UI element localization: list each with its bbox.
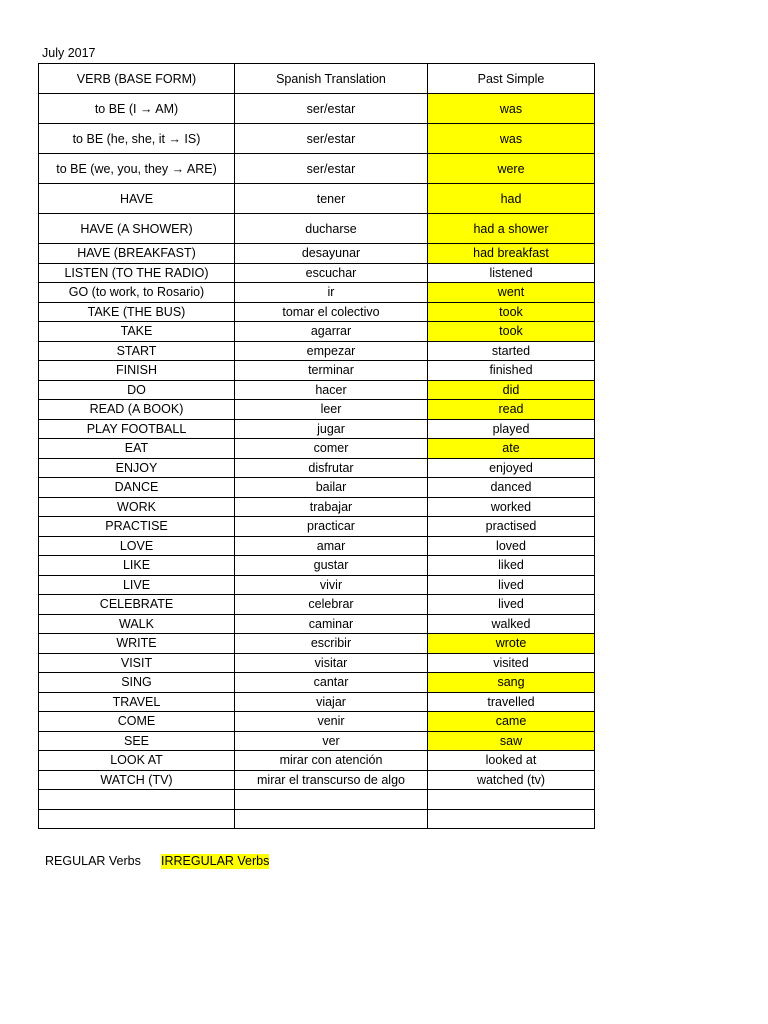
verb-cell: TRAVEL bbox=[39, 692, 235, 712]
verb-cell: PLAY FOOTBALL bbox=[39, 419, 235, 439]
table-row bbox=[39, 478, 595, 498]
table-row bbox=[39, 595, 595, 615]
past-simple-cell: did bbox=[428, 380, 595, 400]
past-simple-cell: walked bbox=[428, 614, 595, 634]
past-simple-cell: loved bbox=[428, 536, 595, 556]
table-row bbox=[39, 751, 595, 771]
verb-cell: TAKE bbox=[39, 322, 235, 342]
verb-cell: WATCH (TV) bbox=[39, 770, 235, 790]
table-row bbox=[39, 614, 595, 634]
past-simple-cell: were bbox=[428, 154, 595, 184]
table-row bbox=[39, 184, 595, 214]
spanish-cell: comer bbox=[235, 439, 428, 459]
verb-cell: CELEBRATE bbox=[39, 595, 235, 615]
spanish-cell: ducharse bbox=[235, 214, 428, 244]
past-simple-cell: worked bbox=[428, 497, 595, 517]
spanish-cell: gustar bbox=[235, 556, 428, 576]
spanish-cell: trabajar bbox=[235, 497, 428, 517]
table-row bbox=[39, 536, 595, 556]
spanish-cell: hacer bbox=[235, 380, 428, 400]
verb-cell: VISIT bbox=[39, 653, 235, 673]
spanish-cell: vivir bbox=[235, 575, 428, 595]
verb-cell: SEE bbox=[39, 731, 235, 751]
past-simple-cell: played bbox=[428, 419, 595, 439]
verb-cell: HAVE (A SHOWER) bbox=[39, 214, 235, 244]
empty-cell bbox=[235, 790, 428, 810]
verb-cell: COME bbox=[39, 712, 235, 732]
spanish-cell: cantar bbox=[235, 673, 428, 693]
past-simple-cell: had a shower bbox=[428, 214, 595, 244]
table-header-row bbox=[39, 64, 595, 94]
past-simple-cell: was bbox=[428, 124, 595, 154]
verb-cell: LIVE bbox=[39, 575, 235, 595]
past-simple-cell: was bbox=[428, 94, 595, 124]
table-row bbox=[39, 770, 595, 790]
table-row-empty bbox=[39, 809, 595, 829]
verb-cell: WORK bbox=[39, 497, 235, 517]
verb-cell: LOVE bbox=[39, 536, 235, 556]
verb-cell: WALK bbox=[39, 614, 235, 634]
table-row bbox=[39, 400, 595, 420]
verb-cell: HAVE bbox=[39, 184, 235, 214]
header-spanish-translation: Spanish Translation bbox=[235, 64, 428, 94]
past-simple-cell: had breakfast bbox=[428, 244, 595, 264]
verb-cell: START bbox=[39, 341, 235, 361]
table-row bbox=[39, 439, 595, 459]
table-row bbox=[39, 124, 595, 154]
past-simple-cell: looked at bbox=[428, 751, 595, 771]
verb-cell: to BE (we, you, they → ARE) bbox=[39, 154, 235, 184]
spanish-cell: agarrar bbox=[235, 322, 428, 342]
table-row bbox=[39, 497, 595, 517]
past-simple-cell: went bbox=[428, 283, 595, 303]
past-simple-cell: saw bbox=[428, 731, 595, 751]
past-simple-cell: visited bbox=[428, 653, 595, 673]
past-simple-cell: read bbox=[428, 400, 595, 420]
verb-cell: LISTEN (TO THE RADIO) bbox=[39, 263, 235, 283]
verb-cell: GO (to work, to Rosario) bbox=[39, 283, 235, 303]
spanish-cell: venir bbox=[235, 712, 428, 732]
table-row bbox=[39, 458, 595, 478]
legend-regular-verbs: REGULAR Verbs bbox=[45, 854, 141, 868]
verb-cell: LIKE bbox=[39, 556, 235, 576]
spanish-cell: ir bbox=[235, 283, 428, 303]
past-simple-cell: lived bbox=[428, 595, 595, 615]
spanish-cell: empezar bbox=[235, 341, 428, 361]
past-simple-cell: listened bbox=[428, 263, 595, 283]
empty-cell bbox=[428, 790, 595, 810]
table-row bbox=[39, 244, 595, 264]
past-simple-cell: sang bbox=[428, 673, 595, 693]
spanish-cell: leer bbox=[235, 400, 428, 420]
spanish-cell: caminar bbox=[235, 614, 428, 634]
past-simple-cell: enjoyed bbox=[428, 458, 595, 478]
verb-cell: ENJOY bbox=[39, 458, 235, 478]
spanish-cell: desayunar bbox=[235, 244, 428, 264]
table-row bbox=[39, 302, 595, 322]
document-date: July 2017 bbox=[42, 46, 96, 60]
past-simple-cell: watched (tv) bbox=[428, 770, 595, 790]
table-row bbox=[39, 575, 595, 595]
spanish-cell: celebrar bbox=[235, 595, 428, 615]
header-verb-base-form: VERB (BASE FORM) bbox=[39, 64, 235, 94]
spanish-cell: escuchar bbox=[235, 263, 428, 283]
spanish-cell: terminar bbox=[235, 361, 428, 381]
spanish-cell: ser/estar bbox=[235, 154, 428, 184]
table-row bbox=[39, 419, 595, 439]
table-row bbox=[39, 517, 595, 537]
legend-irregular-verbs: IRREGULAR Verbs bbox=[161, 854, 270, 868]
verb-cell: DO bbox=[39, 380, 235, 400]
table-row bbox=[39, 692, 595, 712]
table-row bbox=[39, 731, 595, 751]
table-row bbox=[39, 380, 595, 400]
past-simple-cell: started bbox=[428, 341, 595, 361]
table-row bbox=[39, 154, 595, 184]
spanish-cell: ser/estar bbox=[235, 124, 428, 154]
verb-cell: SING bbox=[39, 673, 235, 693]
table-row bbox=[39, 673, 595, 693]
header-past-simple: Past Simple bbox=[428, 64, 595, 94]
spanish-cell: practicar bbox=[235, 517, 428, 537]
spanish-cell: tener bbox=[235, 184, 428, 214]
verb-cell: LOOK AT bbox=[39, 751, 235, 771]
verb-cell: FINISH bbox=[39, 361, 235, 381]
past-simple-cell: had bbox=[428, 184, 595, 214]
verb-cell: READ (A BOOK) bbox=[39, 400, 235, 420]
table-row bbox=[39, 263, 595, 283]
past-simple-cell: took bbox=[428, 302, 595, 322]
past-simple-cell: travelled bbox=[428, 692, 595, 712]
spanish-cell: jugar bbox=[235, 419, 428, 439]
table-row bbox=[39, 712, 595, 732]
verb-cell: WRITE bbox=[39, 634, 235, 654]
table-row bbox=[39, 94, 595, 124]
past-simple-cell: came bbox=[428, 712, 595, 732]
table-row bbox=[39, 214, 595, 244]
verb-cell: PRACTISE bbox=[39, 517, 235, 537]
verb-table bbox=[38, 63, 595, 829]
spanish-cell: tomar el colectivo bbox=[235, 302, 428, 322]
table-row bbox=[39, 341, 595, 361]
past-simple-cell: danced bbox=[428, 478, 595, 498]
table-row bbox=[39, 361, 595, 381]
empty-cell bbox=[428, 809, 595, 829]
table-row bbox=[39, 556, 595, 576]
verb-cell: EAT bbox=[39, 439, 235, 459]
empty-cell bbox=[235, 809, 428, 829]
verb-cell: HAVE (BREAKFAST) bbox=[39, 244, 235, 264]
spanish-cell: escribir bbox=[235, 634, 428, 654]
table-row bbox=[39, 322, 595, 342]
spanish-cell: ver bbox=[235, 731, 428, 751]
verb-cell: DANCE bbox=[39, 478, 235, 498]
spanish-cell: mirar el transcurso de algo bbox=[235, 770, 428, 790]
table-row-empty bbox=[39, 790, 595, 810]
past-simple-cell: lived bbox=[428, 575, 595, 595]
spanish-cell: ser/estar bbox=[235, 94, 428, 124]
empty-cell bbox=[39, 809, 235, 829]
past-simple-cell: finished bbox=[428, 361, 595, 381]
empty-cell bbox=[39, 790, 235, 810]
past-simple-cell: ate bbox=[428, 439, 595, 459]
spanish-cell: visitar bbox=[235, 653, 428, 673]
verb-cell: to BE (I → AM) bbox=[39, 94, 235, 124]
past-simple-cell: wrote bbox=[428, 634, 595, 654]
past-simple-cell: liked bbox=[428, 556, 595, 576]
spanish-cell: mirar con atención bbox=[235, 751, 428, 771]
table-row bbox=[39, 283, 595, 303]
table-row bbox=[39, 634, 595, 654]
spanish-cell: amar bbox=[235, 536, 428, 556]
spanish-cell: viajar bbox=[235, 692, 428, 712]
past-simple-cell: practised bbox=[428, 517, 595, 537]
spanish-cell: disfrutar bbox=[235, 458, 428, 478]
verb-cell: TAKE (THE BUS) bbox=[39, 302, 235, 322]
past-simple-cell: took bbox=[428, 322, 595, 342]
verb-cell: to BE (he, she, it → IS) bbox=[39, 124, 235, 154]
spanish-cell: bailar bbox=[235, 478, 428, 498]
table-row bbox=[39, 653, 595, 673]
